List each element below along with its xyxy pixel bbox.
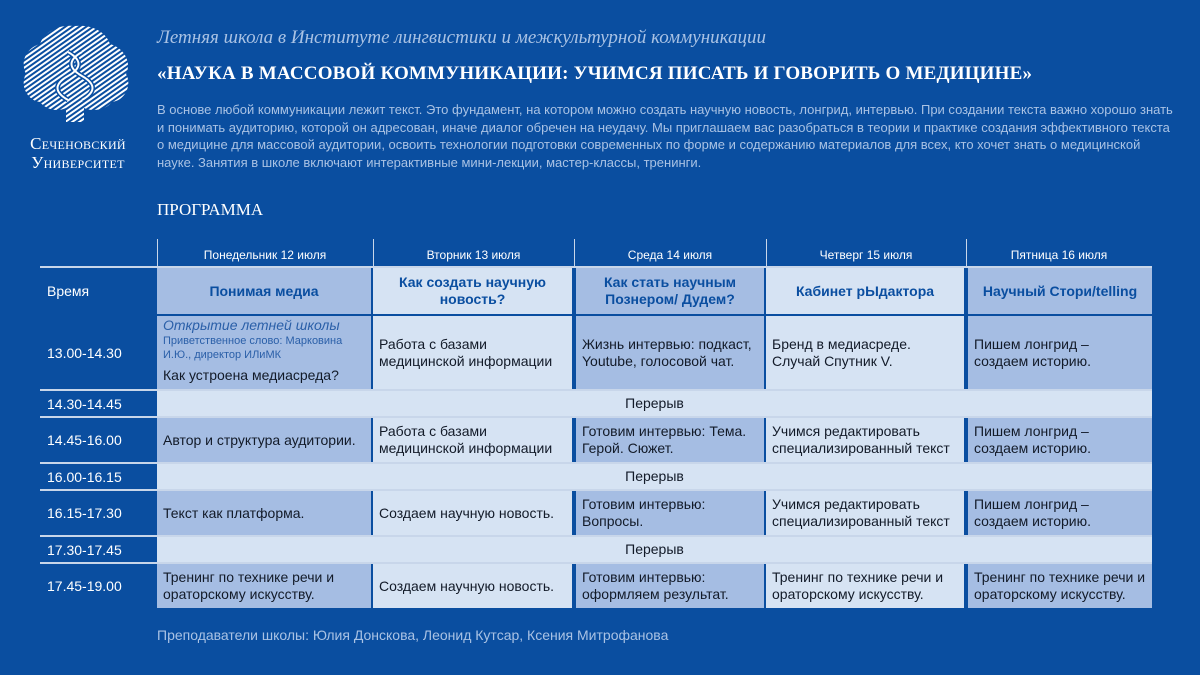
day-header-wed: Среда 14 июля	[627, 248, 713, 262]
schedule-cell: Бренд в медиасреде. Случай Спутник V.	[766, 316, 964, 389]
schedule-cell: Создаем научную новость.	[373, 564, 572, 608]
page-subtitle: Летняя школа в Институте лингвистики и межкультурной коммуникации	[157, 27, 767, 48]
logo-line1: Сеченовский	[30, 134, 126, 153]
theme-tue: Как создать научную новость?	[373, 268, 572, 314]
time-slot: 13.00-14.30	[47, 344, 122, 361]
time-slot: 14.30-14.45	[47, 395, 122, 412]
time-slot: 16.00-16.15	[47, 468, 122, 485]
theme-thu: Кабинет рЫдактора	[766, 268, 964, 314]
schedule-cell: Работа с базами медицинской информации	[373, 316, 572, 389]
schedule-cell: Жизнь интервью: подкаст, Youtube, голосовой чат.	[576, 316, 764, 389]
time-slot: 17.45-19.00	[47, 578, 122, 594]
teachers-line: Преподаватели школы: Юлия Донскова, Леонид Кутсар, Ксения Митрофанова	[157, 627, 669, 643]
break-row: Перерыв	[157, 391, 1152, 416]
opening-title: Открытие летней школы	[163, 317, 340, 333]
day-header-mon: Понедельник 12 июля	[203, 248, 327, 262]
schedule-cell: Учимся редактировать специализированный текст	[766, 491, 964, 535]
page-title: «НАУКА В МАССОВОЙ КОММУНИКАЦИИ: УЧИМСЯ ПИСАТЬ И ГОВОРИТЬ О МЕДИЦИНЕ»	[157, 63, 1033, 84]
logo-wordmark	[18, 134, 138, 172]
university-logo	[18, 22, 133, 172]
opening-greeting: Приветственное слово: Марковина И.Ю., директор ИЛиМК	[163, 335, 343, 361]
time-slot: 14.45-16.00	[47, 432, 122, 448]
schedule-cell: Тренинг по технике речи и ораторскому искусству.	[766, 564, 964, 608]
schedule-cell: Работа с базами медицинской информации	[373, 418, 572, 462]
schedule-cell: Готовим интервью: Тема. Герой. Сюжет.	[576, 418, 764, 462]
schedule-cell: Создаем научную новость.	[373, 491, 572, 535]
schedule-cell: Пишем лонгрид – создаем историю.	[968, 418, 1152, 462]
break-row: Перерыв	[157, 537, 1152, 562]
schedule-cell: Пишем лонгрид – создаем историю.	[968, 491, 1152, 535]
theme-fri: Научный Стори/telling	[968, 268, 1152, 314]
schedule-cell: Готовим интервью: оформляем результат.	[576, 564, 764, 608]
schedule-cell: Автор и структура аудитории.	[157, 418, 371, 462]
tree-dna-icon	[18, 22, 133, 132]
schedule-cell: Готовим интервью: Вопросы.	[576, 491, 764, 535]
schedule-cell: Текст как платформа.	[157, 491, 371, 535]
theme-mon: Понимая медиа	[157, 268, 371, 314]
time-header: Время	[47, 283, 90, 299]
day-header-fri: Пятница 16 июля	[1010, 248, 1108, 262]
theme-wed: Как стать научным Познером/ Дудем?	[576, 268, 764, 314]
schedule-cell: Учимся редактировать специализированный текст	[766, 418, 964, 462]
logo-line2: Университет	[31, 153, 125, 172]
schedule-cell: Тренинг по технике речи и ораторскому искусству.	[968, 564, 1152, 608]
program-heading: ПРОГРАММА	[157, 200, 264, 219]
day-header-tue: Вторник 13 июля	[426, 248, 521, 262]
schedule-cell: Пишем лонгрид – создаем историю.	[968, 316, 1152, 389]
time-slot: 17.30-17.45	[47, 541, 122, 558]
intro-text: В основе любой коммуникации лежит текст. Это фундамент, на котором можно создать научную новость, лонгрид, интервью. При создании текста важно хорошо знать и понимать аудиторию, которой он адресован, иначе диалог обречен на неудачу. Мы приглашаем вас разобраться в теории и практике создания эффективного текста о медицине для массовой аудитории, освоить технологии подготовки современных по форме и содержанию материалов для всех, кто хочет знать о медицинской науке. Занятия в школе включают интерактивные мини-лекции, мастер-классы, тренинги.	[157, 102, 1173, 170]
time-slot: 16.15-17.30	[47, 505, 122, 521]
schedule-cell: Тренинг по технике речи и ораторскому искусству.	[157, 564, 371, 608]
day-header-thu: Четверг 15 июля	[819, 248, 913, 262]
opening-cell	[157, 316, 371, 389]
opening-lecture: Как устроена медиасреда?	[163, 367, 339, 383]
break-row: Перерыв	[157, 464, 1152, 489]
